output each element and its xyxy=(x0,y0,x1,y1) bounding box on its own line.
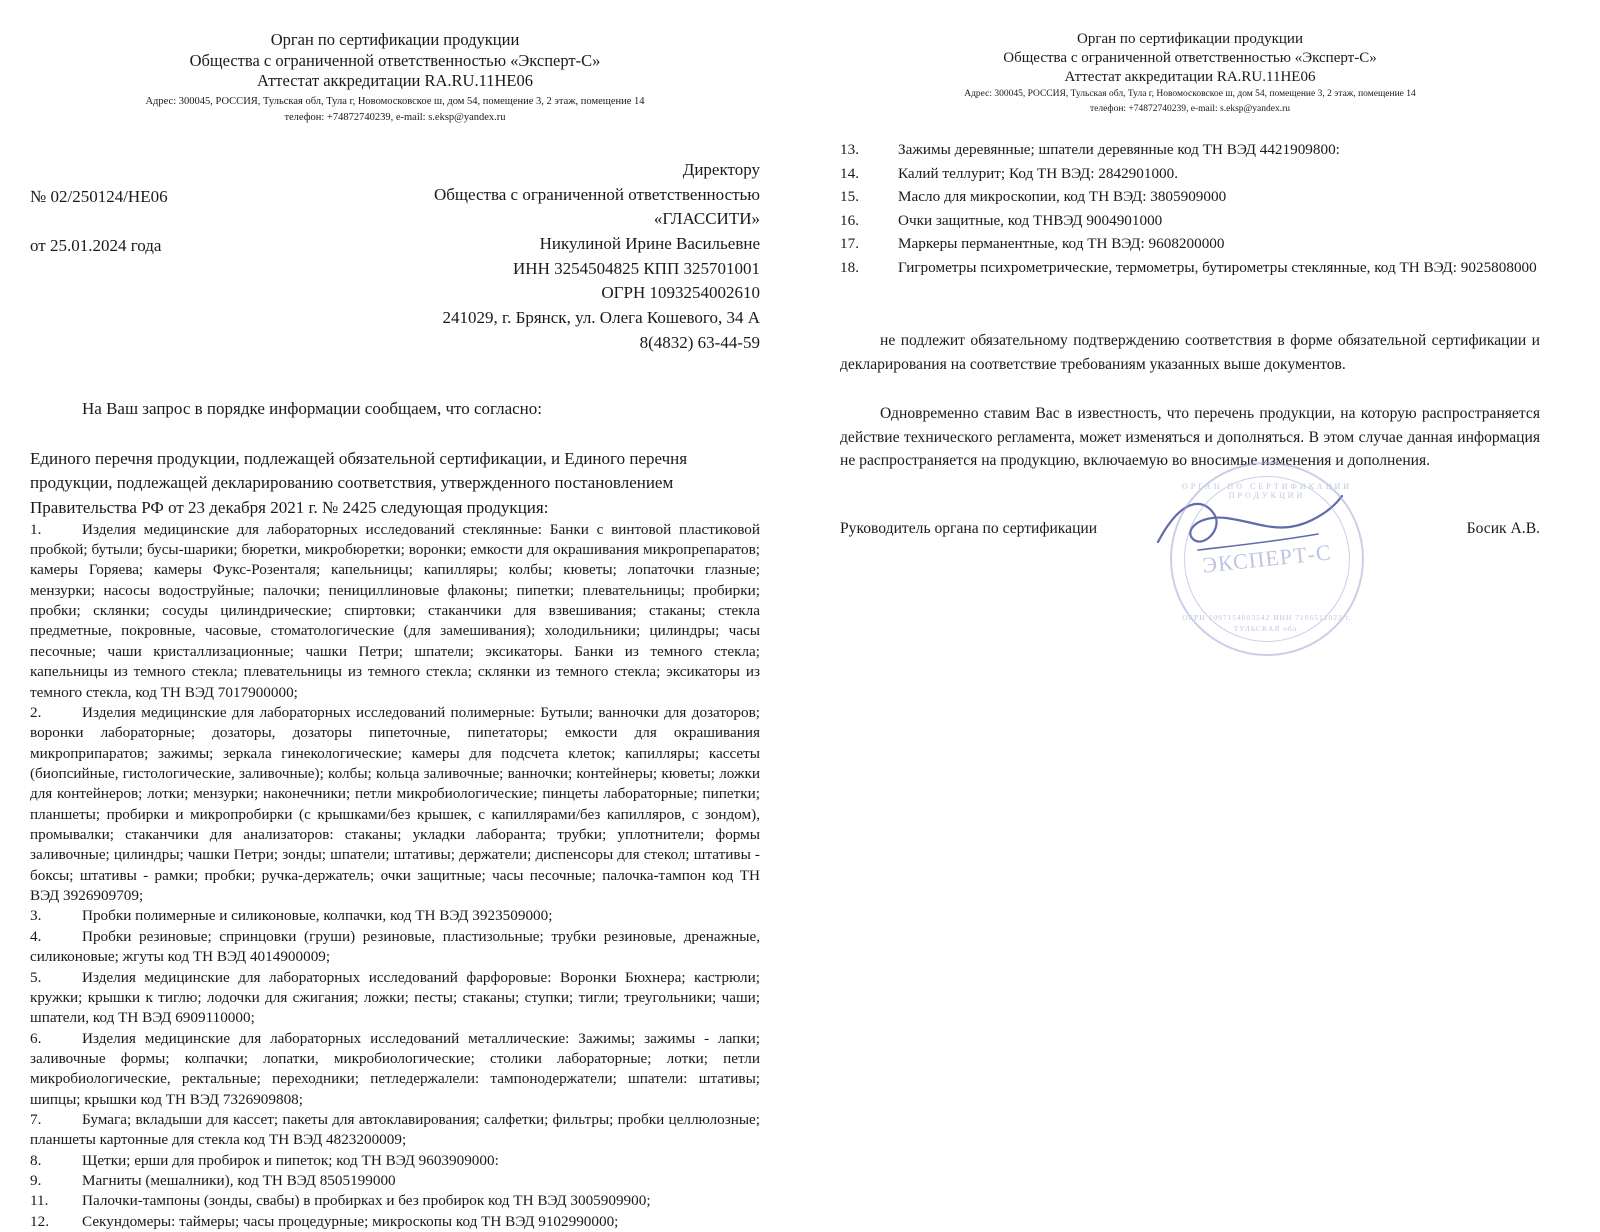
list-item-number: 9. xyxy=(30,1172,42,1190)
list-item-number: 4. xyxy=(30,927,42,945)
list-item-number: 11. xyxy=(30,1192,49,1210)
list-item-number: 14. xyxy=(840,164,859,182)
stamp-top-text: ОРГАН ПО СЕРТИФИКАЦИИ ПРОДУКЦИИ xyxy=(1181,482,1353,501)
letterhead-phone-right: телефон: +74872740239, e-mail: s.eksp@yandex.ru xyxy=(1089,104,1291,115)
conclusion-paragraph-1: не подлежит обязательному подтверждению соответствия в форме обязательной сертификации и декларирования на соответствие требованиям указанных выше документов. xyxy=(840,332,1540,373)
conclusion-paragraph-2: Одновременно ставим Вас в известность, что перечень продукции, на которую распространяется действие технического регламента, может изменяться и дополняться. В этом случае данная информация не распространяется на продукцию, включаемую во вносимые изменения и дополнения. xyxy=(840,405,1540,469)
list-item xyxy=(30,1110,760,1151)
official-stamp xyxy=(1170,462,1364,656)
list-item-text: Изделия медицинские для лабораторных исследований стеклянные: Банки с винтовой пластиковой пробкой; бутыли; бусы-шарики; бюретки, микробюретки; воронки; емкости для окрашивания микропрепаратов; камеры Горяева; камеры Фукс-Розенталя; капельницы; капилляры; колбы; кюветы; лопаточки глазные; мензурки; насосы водоструйные; палочки; пенициллиновые флаконы; пипетки; плевательницы; пробирки; пробки; склянки; сосуды цилиндрические; спиртовки; стаканчики для взвешивания; стаканы; стекла предметные, покровные, часовые, стоматологические (для замешивания); холодильники; цилиндры; часы песочные; чаши кристаллизационные; чашки Петри; шпатели; эксикаторы. Банки из темного стекла; капельницы из темного стекла; плевательницы из темного стекла; склянки из темного стекла; эксикаторы из темного стекла, код ТН ВЭД 7017900000; xyxy=(30,520,760,701)
addressee-line-4: ИНН 3254504825 КПП 325701001 xyxy=(513,258,760,278)
list-item-text: Пробки полимерные и силиконовые, колпачки, код ТН ВЭД 3923509000; xyxy=(82,907,553,925)
list-item-text: Изделия медицинские для лабораторных исследований полимерные: Бутыли; ванночки для дозаторов; воронки лабораторные; дозаторы, дозаторы пипеточные, пипетаторы; емкости для окрашивания микроприпаратов; зажимы; зеркала гинекологические; камеры для подсчета клеток; капилляры; кассеты (биопсийные, гистологические, заливочные); колбы; кольца заливочные; ванночки; контейнеры; кюветы; ложки для контейнеров; лотки; мензурки; наконечники; петли микробиологические; пинцеты лабораторные; пипетки; планшеты; пробирки и микропробирки (с крышками/без крышек, с капиллярами/без капилляров, с зондом), промывалки; стаканчики для анализаторов: стаканы; укладки лаборанта; трубки; уплотнители; формы заливочные; цилиндры; чашки Петри; зонды; шпатели; штативы; держатели; диспенсоры для стекол; штативы - боксы; штативы - рамки; пробки; ручка-держатель; очки защитные; часы песочные; палочка-тампон код ТН ВЭД 3926909709; xyxy=(30,703,760,905)
signature-name: Босик А.В. xyxy=(1466,520,1540,538)
addressee-block xyxy=(434,158,760,355)
addressee-line-0: Директору xyxy=(682,160,760,180)
addressee-line-6: 241029, г. Брянск, ул. Олега Кошевого, 34 А xyxy=(442,307,760,327)
legal-basis-line-1: продукции, подлежащей декларированию соответствия, утвержденного постановлением xyxy=(30,473,674,493)
addressee-line-2: «ГЛАССИТИ» xyxy=(653,209,760,229)
list-item xyxy=(30,1212,760,1232)
list-item-text: Калий теллурит; Код ТН ВЭД: 2842901000. xyxy=(898,164,1179,182)
list-item xyxy=(30,1171,760,1191)
legal-basis-line-2: Правительства РФ от 23 декабря 2021 г. № 2425 следующая продукция: xyxy=(30,497,549,517)
addressee-line-7: 8(4832) 63-44-59 xyxy=(639,332,760,352)
list-item-number: 6. xyxy=(30,1029,42,1047)
letterhead-address: Адрес: 300045, РОССИЯ, Тульская обл, Тула г, Новомосковское ш, дом 54, помещение 3, 2 этаж, помещение 14 xyxy=(145,95,645,107)
list-item-number: 8. xyxy=(30,1151,42,1169)
list-item-text: Щетки; ерши для пробирок и пипеток; код ТН ВЭД 9603909000: xyxy=(82,1151,499,1169)
list-item xyxy=(840,162,1540,186)
list-item-number: 2. xyxy=(30,703,42,721)
list-item-number: 5. xyxy=(30,968,42,986)
list-item-text: Гигрометры психрометрические, термометры, бутирометры стеклянные, код ТН ВЭД: 9025808000 xyxy=(898,258,1537,276)
intro-paragraph: На Ваш запрос в порядке информации сообщаем, что согласно: xyxy=(82,399,542,419)
list-item xyxy=(840,209,1540,233)
stamp-center-text: ЭКСПЕРТ-С xyxy=(1201,539,1333,579)
list-item xyxy=(30,927,760,968)
list-item-number: 15. xyxy=(840,188,859,206)
list-item xyxy=(840,232,1540,256)
list-item-number: 12. xyxy=(30,1212,49,1230)
letterhead-address-right: Адрес: 300045, РОССИЯ, Тульская обл, Тула г, Новомосковское ш, дом 54, помещение 3, 2 этаж, помещение 14 xyxy=(964,89,1416,100)
list-item xyxy=(30,703,760,907)
document-date: от 25.01.2024 года xyxy=(30,236,162,256)
letterhead-accreditation-right: Аттестат аккредитации RA.RU.11НЕ06 xyxy=(1064,68,1316,85)
document-header-block xyxy=(30,158,760,355)
list-item-text: Маркеры перманентные, код ТН ВЭД: 9608200000 xyxy=(898,235,1225,253)
list-item-number: 7. xyxy=(30,1111,42,1129)
list-item-text: Изделия медицинские для лабораторных исследований металлические: Зажимы; зажимы - лапки; заливочные формы; колпачки; лопатки, микробиологические; столики лабораторные; лотки; петли микробиологические, ректальные; переходники; петледержалели: тампонодержатели; шпатели: штативы; шипцы; крышки код ТН ВЭД 7326909808; xyxy=(30,1029,760,1108)
addressee-line-5: ОГРН 1093254002610 xyxy=(601,283,760,303)
list-item-text: Пробки резиновые; спринцовки (груши) резиновые, пластизольные; трубки резиновые, дренажные, силиконовые; жгуты код ТН ВЭД 4014900009; xyxy=(30,927,760,966)
list-item xyxy=(840,256,1540,280)
list-item-text: Очки защитные, код ТНВЭД 9004901000 xyxy=(898,211,1163,229)
list-item-text: Магниты (мешалники), код ТН ВЭД 8505199000 xyxy=(82,1172,396,1190)
list-item-number: 17. xyxy=(840,235,859,253)
document-number: № 02/250124/НЕ06 xyxy=(30,186,168,206)
list-item xyxy=(30,1029,760,1110)
document-number-block xyxy=(30,158,168,355)
list-item xyxy=(30,906,760,926)
list-item xyxy=(30,1151,760,1171)
letterhead-left xyxy=(30,30,760,124)
stamp-bottom-text: ОГРН 1097154003542 ИНН 7106512023 г. ТУЛЬСКАЯ обл. xyxy=(1182,613,1352,633)
list-item-number: 16. xyxy=(840,211,859,229)
right-column xyxy=(800,0,1600,1200)
letterhead-org-line-1: Орган по сертификации продукции xyxy=(270,30,520,49)
handwritten-signature xyxy=(1140,480,1370,570)
addressee-line-1: Общества с ограниченной ответственностью xyxy=(433,184,760,204)
legal-basis-block xyxy=(30,447,760,519)
letterhead-org-line-1-right: Орган по сертификации продукции xyxy=(1077,31,1303,47)
list-item xyxy=(840,138,1540,162)
letterhead-right xyxy=(840,30,1540,116)
list-item-number: 3. xyxy=(30,907,42,925)
product-list-right xyxy=(840,138,1540,279)
letterhead-org-line-2-right: Общества с ограниченной ответственностью «Эксперт-С» xyxy=(1003,49,1377,66)
list-item-text: Зажимы деревянные; шпатели деревянные код ТН ВЭД 4421909800: xyxy=(898,141,1340,158)
list-item-text: Бумага; вкладыши для кассет; пакеты для автоклавирования; салфетки; фильтры; пробки целлюлозные; планшеты картонные для стекла код ТН ВЭД 4823200009; xyxy=(30,1111,760,1149)
left-column xyxy=(0,0,800,1230)
list-item-text: Изделия медицинские для лабораторных исследований фарфоровые: Воронки Бюхнера; кастрюли; кружки; крышки к тиглю; лодочки для сжигания; ложки; песты; стаканы; ступки; тигли; треугольники; чаши; шпатели, код ТН ВЭД 6909110000; xyxy=(30,968,760,1027)
list-item-number: 18. xyxy=(840,258,859,276)
letterhead-phone: телефон: +74872740239, e-mail: s.eksp@yandex.ru xyxy=(284,112,506,123)
list-item xyxy=(30,968,760,1029)
letterhead-org-line-2: Общества с ограниченной ответственностью «Эксперт-С» xyxy=(189,50,601,70)
list-item xyxy=(30,1191,760,1211)
list-item-number: 13. xyxy=(840,141,859,158)
list-item xyxy=(840,185,1540,209)
letterhead-accreditation: Аттестат аккредитации RA.RU.11НЕ06 xyxy=(257,71,533,91)
list-item-number: 1. xyxy=(30,520,42,538)
legal-basis-line-0: Единого перечня продукции, подлежащей обязательной сертификации, и Единого перечня xyxy=(30,449,688,469)
list-item-text: Палочки-тампоны (зонды, свабы) в пробирках и без пробирок код ТН ВЭД 3005909900; xyxy=(82,1192,651,1210)
list-item-text: Масло для микроскопии, код ТН ВЭД: 3805909000 xyxy=(898,188,1227,206)
list-item-text: Секундомеры: таймеры; часы процедурные; микроскопы код ТН ВЭД 9102990000; xyxy=(82,1212,619,1230)
list-item xyxy=(30,520,760,703)
addressee-line-3: Никулиной Ирине Васильевне xyxy=(539,234,760,254)
product-list-left xyxy=(30,520,760,1232)
signature-role: Руководитель органа по сертификации xyxy=(840,520,1098,538)
signature-row xyxy=(840,482,1540,633)
